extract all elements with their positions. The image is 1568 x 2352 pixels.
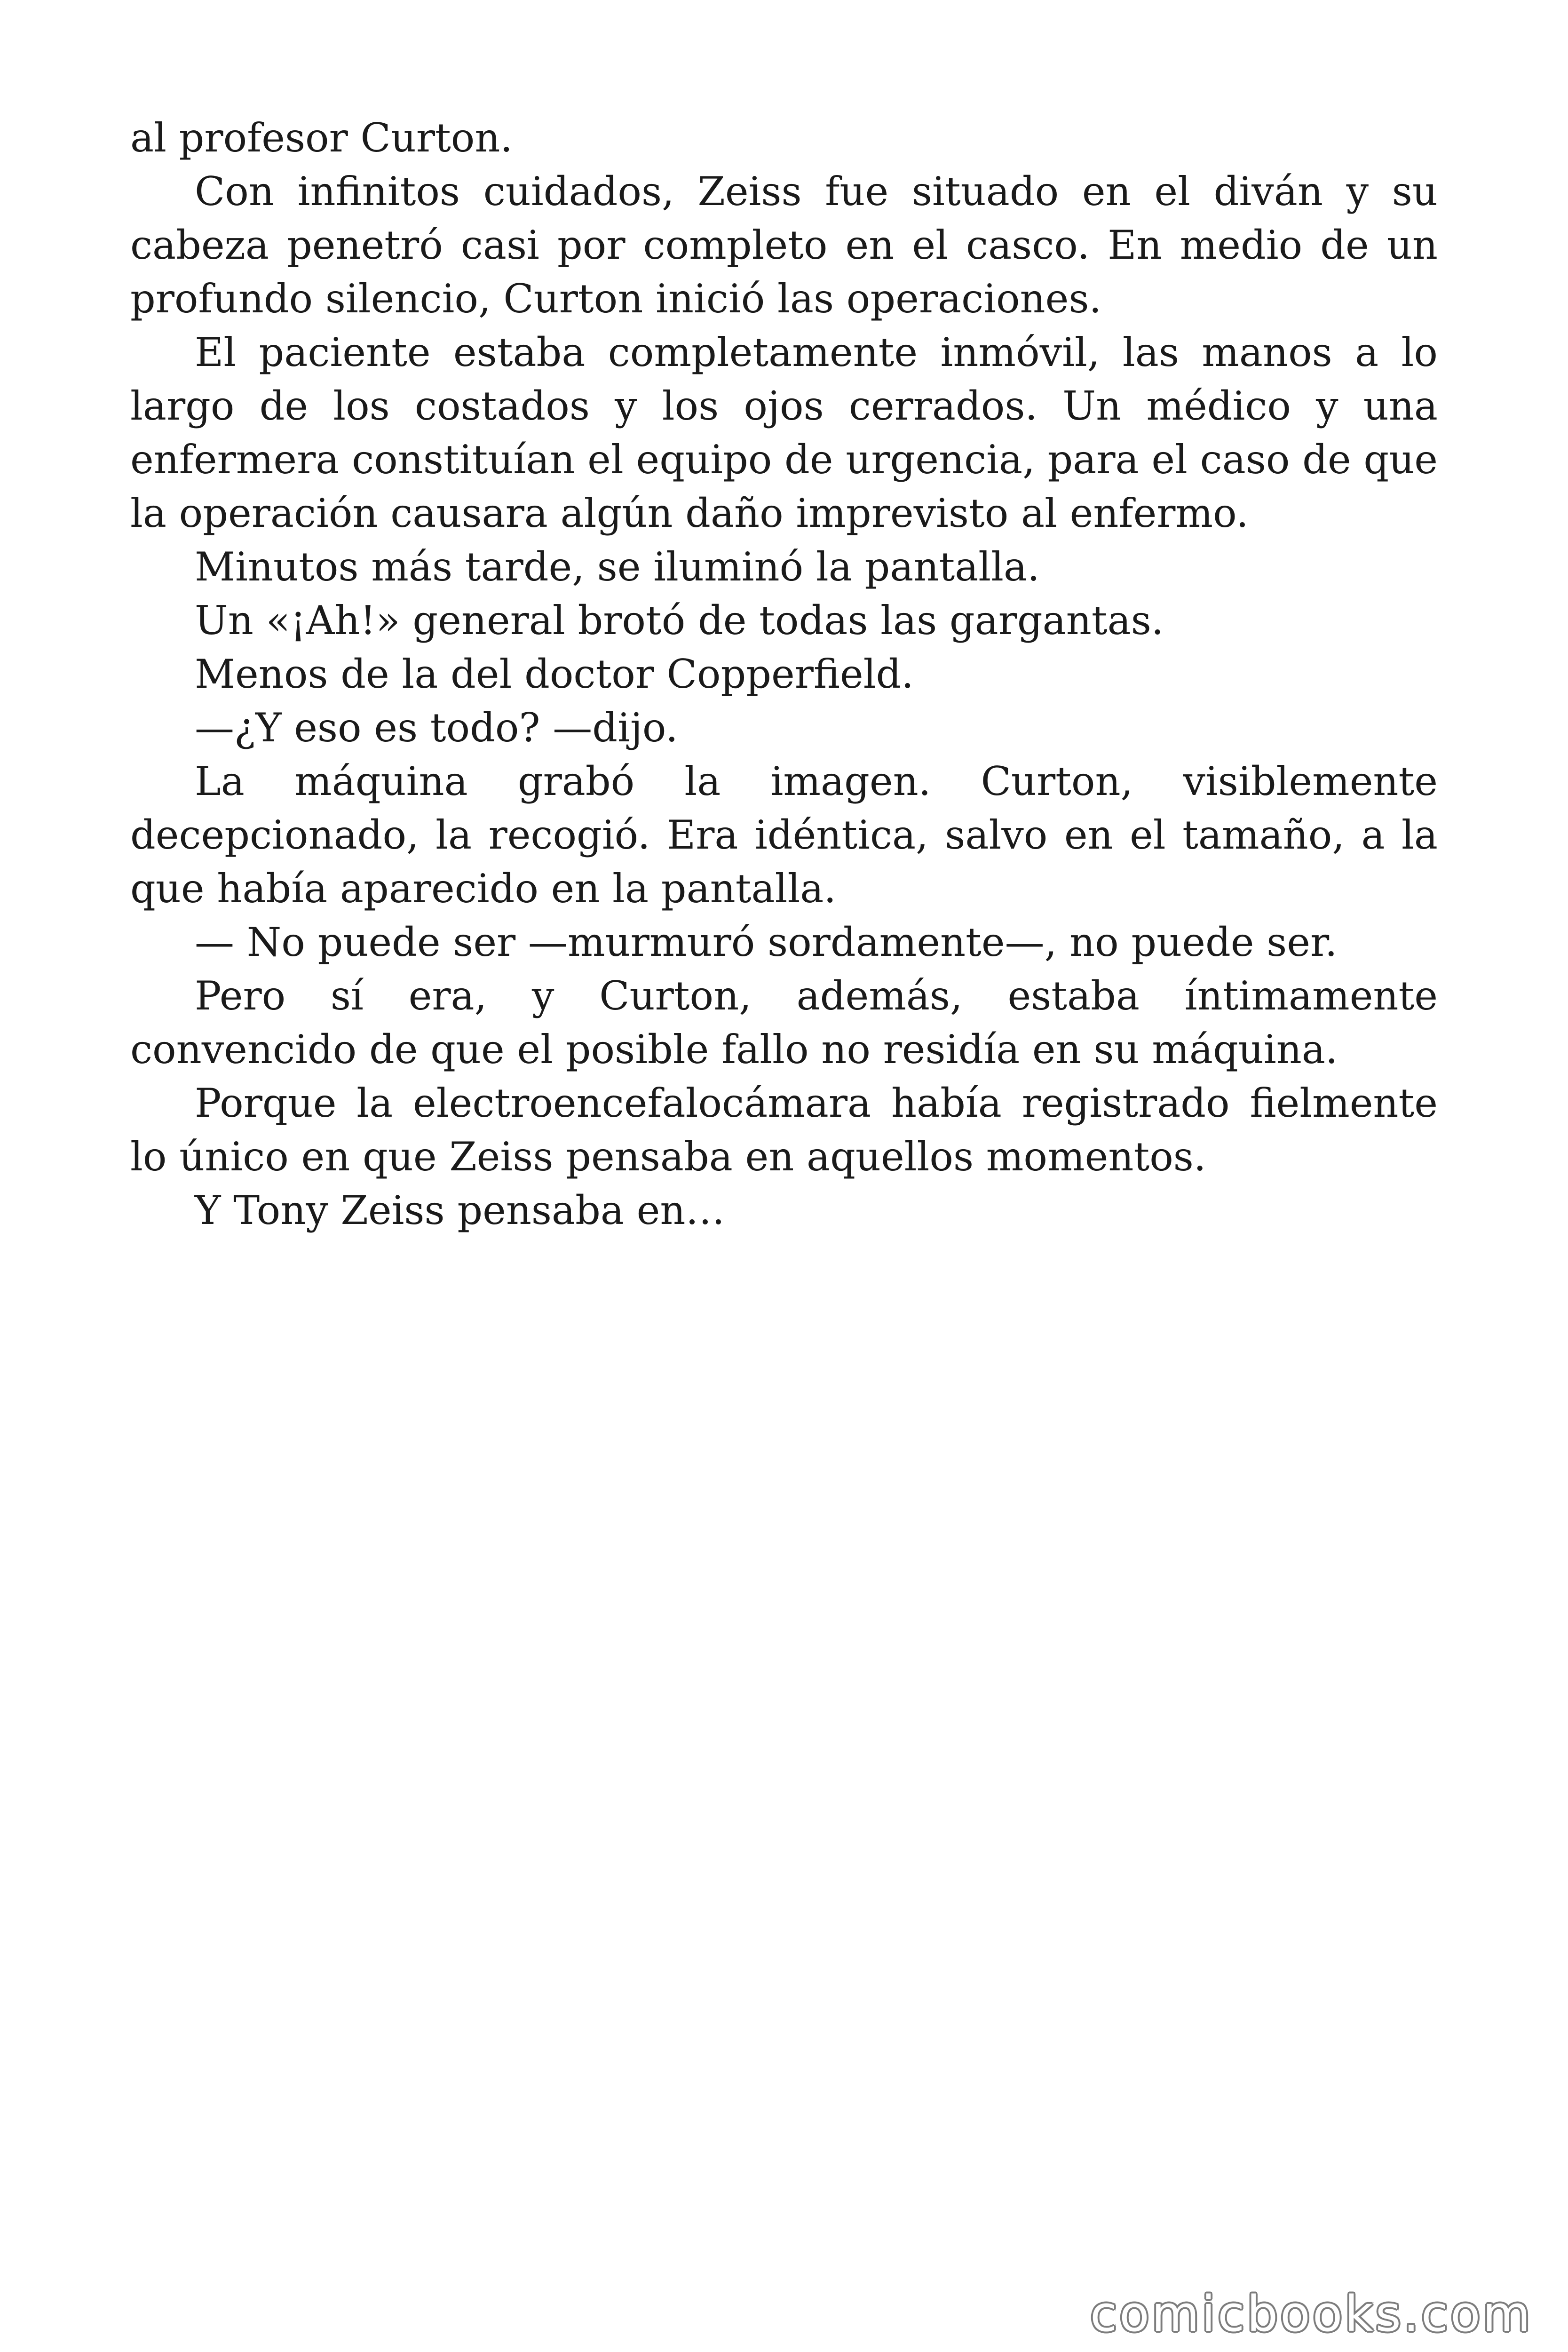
paragraph: Minutos más tarde, se iluminó la pantalla. [195, 544, 1040, 590]
paragraph: La máquina grabó la imagen. Curton, visiblemente decepcionado, la recogió. Era idéntica, salvo en el tamaño, a la que había aparecido en la pantalla. [130, 758, 1438, 912]
watermark: comicbooks.com [1090, 2285, 1533, 2343]
paragraph: Un «¡Ah!» general brotó de todas las gargantas. [195, 597, 1164, 644]
paragraph: Con infinitos cuidados, Zeiss fue situado en el diván y su cabeza penetró casi por completo en el casco. En medio de un profundo silencio, Curton inició las operaciones. [130, 168, 1438, 322]
paragraph: Pero sí era, y Curton, además, estaba íntimamente convencido de que el posible fallo no residía en su máquina. [130, 973, 1438, 1073]
paragraph: El paciente estaba completamente inmóvil, las manos a lo largo de los costados y los ojos cerrados. Un médico y una enfermera constituían el equipo de urgencia, para el caso de que la operación causara algún daño imprevisto al enfermo. [130, 329, 1438, 536]
body-text [130, 111, 1438, 1237]
paragraph: al profesor Curton. [130, 115, 513, 161]
paragraph: — No puede ser —murmuró sordamente—, no puede ser. [195, 919, 1338, 965]
paragraph: —¿Y eso es todo? —dijo. [195, 705, 678, 751]
paragraph: Menos de la del doctor Copperfield. [195, 651, 914, 697]
paragraph: Porque la electroencefalocámara había registrado fielmente lo único en que Zeiss pensaba en aquellos momentos. [130, 1080, 1438, 1180]
paragraph: Y Tony Zeiss pensaba en… [195, 1187, 725, 1233]
